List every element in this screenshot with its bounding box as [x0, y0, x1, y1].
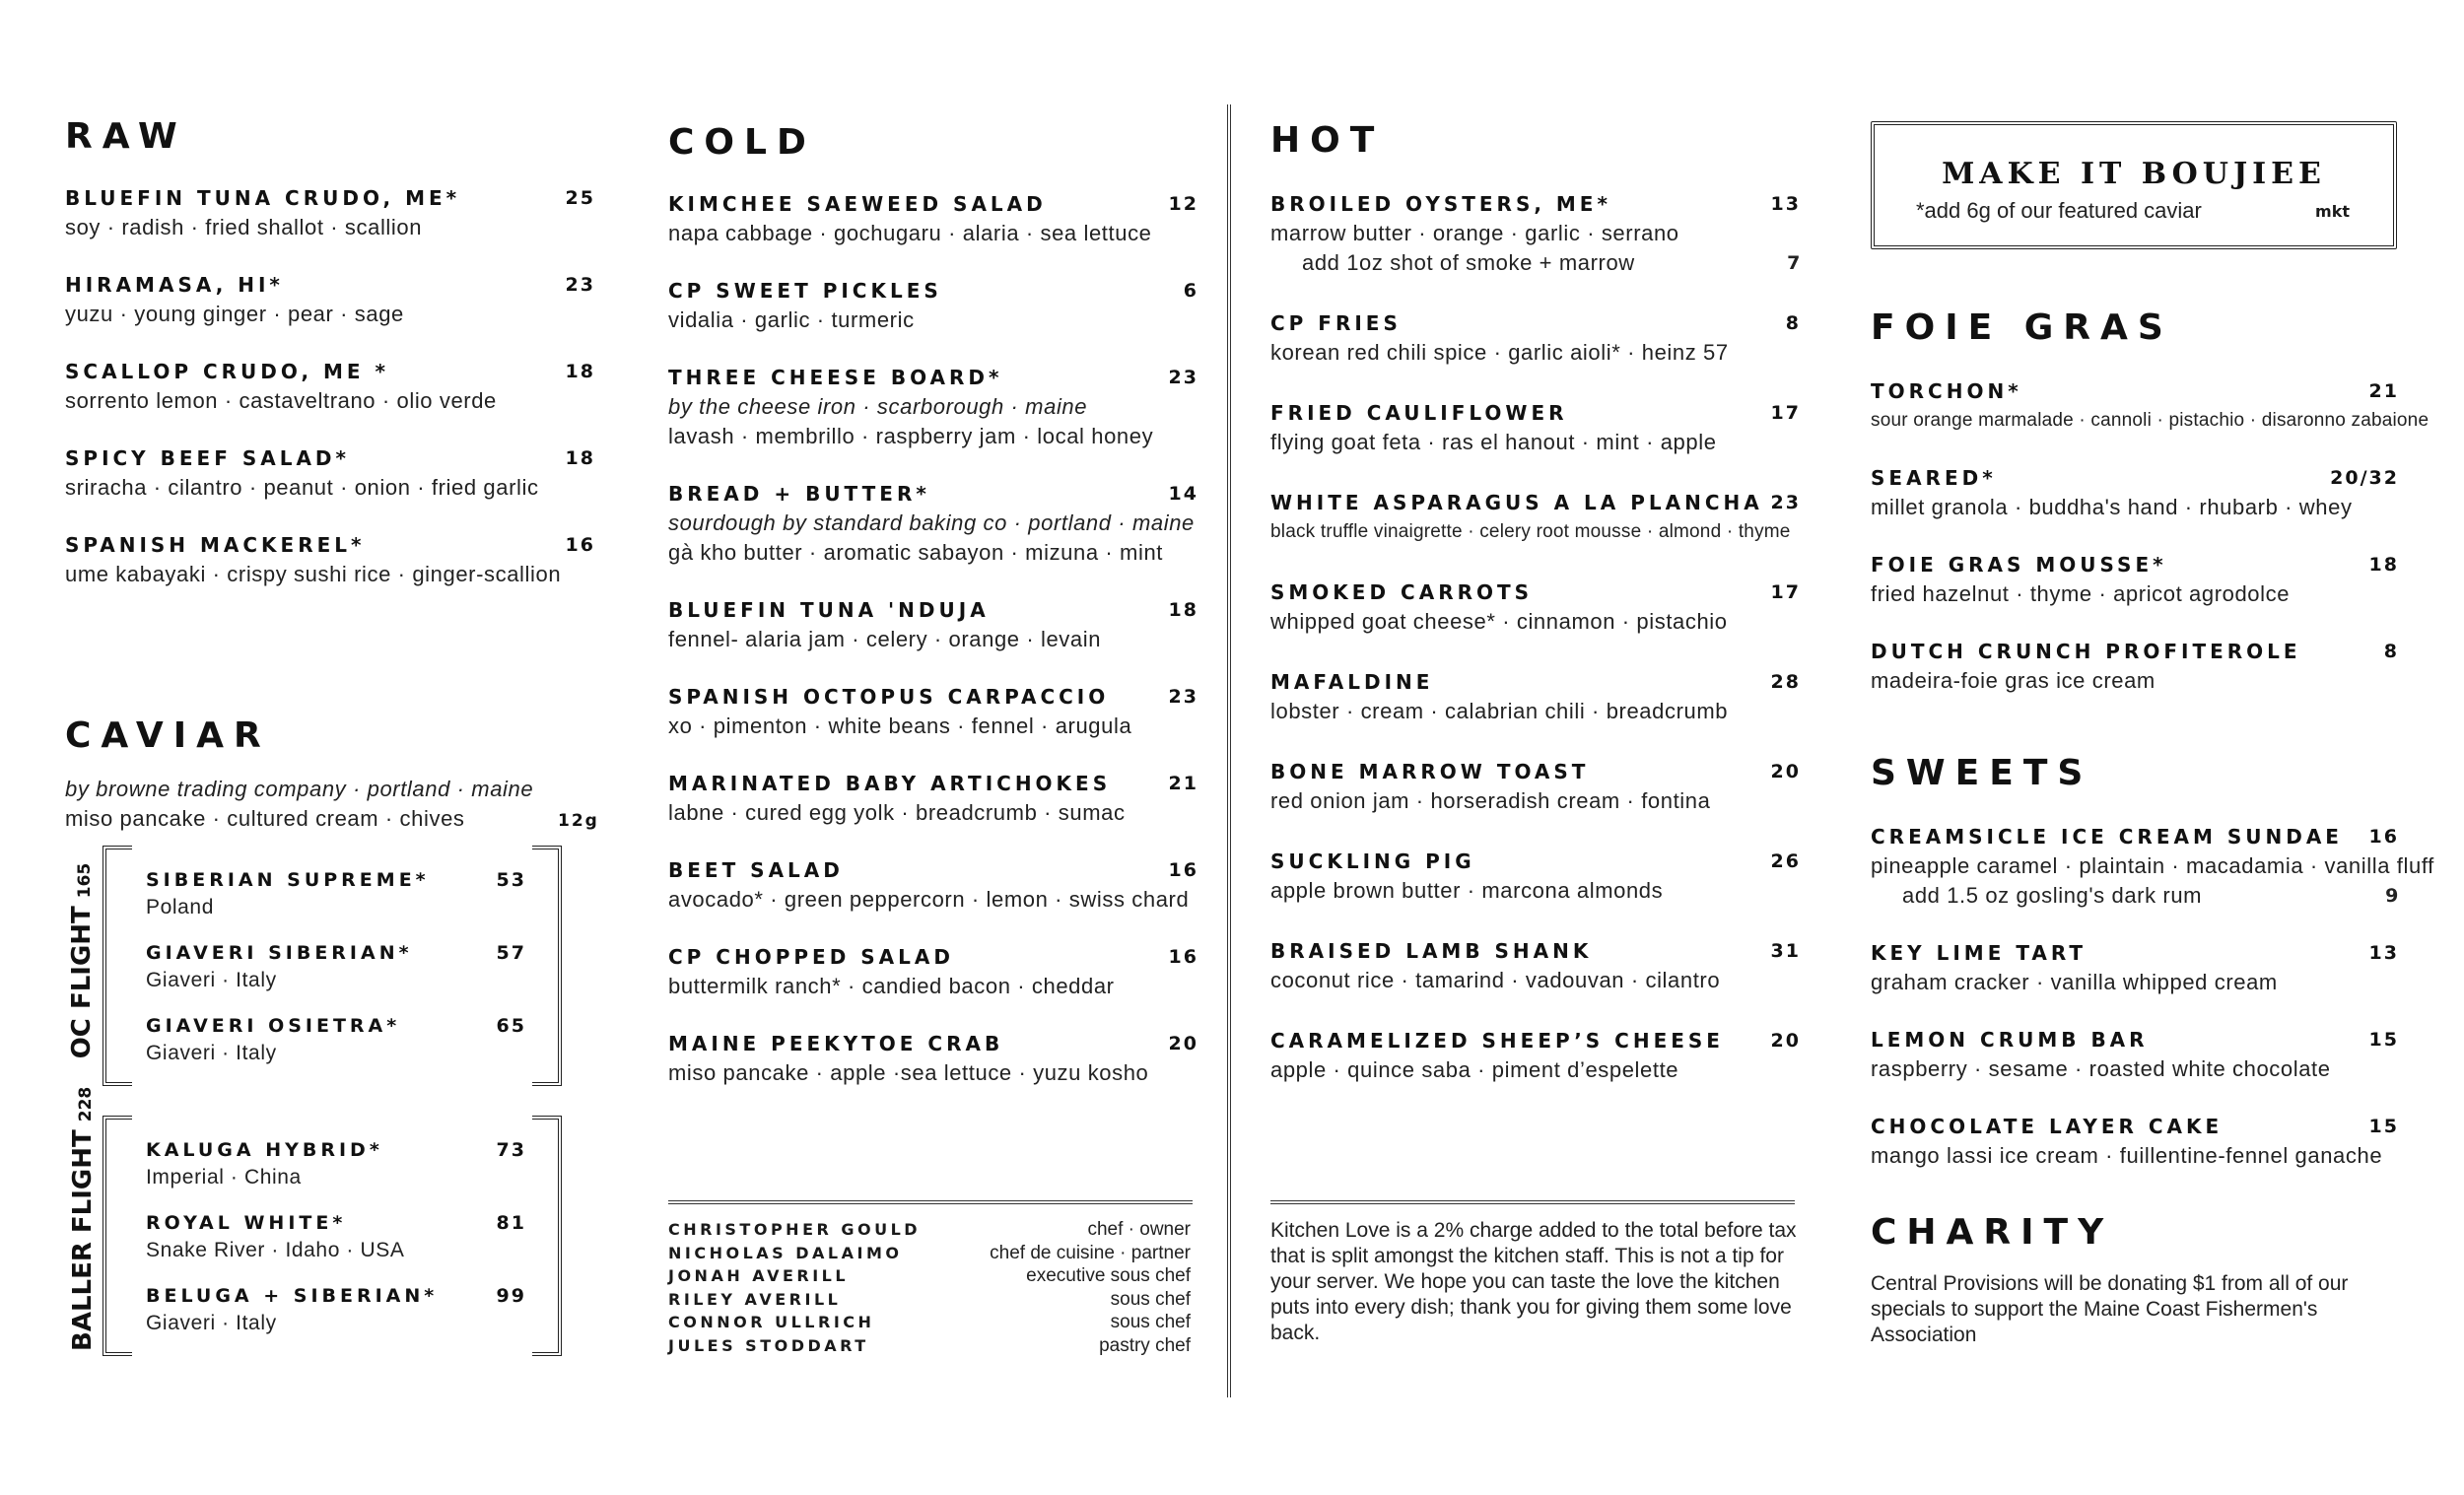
caviar-item-origin: Giaveri · Italy	[146, 1042, 277, 1064]
menu-item	[668, 855, 1198, 915]
caviar-item	[146, 1135, 526, 1190]
menu-item	[1871, 376, 2430, 436]
menu-item-name: SPICY BEEF SALAD*	[65, 446, 350, 470]
menu-item	[668, 769, 1198, 828]
menu-item-name: FRIED CAULIFLOWER	[1270, 401, 1568, 425]
caviar-item-price: 53	[496, 869, 526, 891]
baller-flight	[103, 1116, 562, 1356]
menu-item-name: BRAISED LAMB SHANK	[1270, 939, 1593, 963]
menu-item-name: KIMCHEE SAEWEED SALAD	[668, 192, 1047, 216]
flight-bracket-left	[103, 846, 132, 1086]
menu-item	[1871, 822, 2434, 911]
addon-price: 9	[2385, 885, 2399, 907]
menu-item-name: TORCHON*	[1871, 379, 2022, 403]
menu-item-description: whipped goat cheese* · cinnamon · pistachio	[1270, 609, 1728, 634]
menu-item-price: 20	[1168, 1033, 1198, 1054]
menu-item-name: SUCKLING PIG	[1270, 849, 1475, 873]
menu-item-name: SPANISH MACKEREL*	[65, 533, 366, 557]
menu-item-description: sriracha · cilantro · peanut · onion · fried garlic	[65, 475, 539, 500]
staff-name: JULES STODDART	[668, 1335, 869, 1355]
menu-item-description: fried hazelnut · thyme · apricot agrodolce	[1871, 581, 2291, 606]
menu-item-description: yuzu · young ginger · pear · sage	[65, 302, 404, 326]
caviar-item-price: 99	[496, 1285, 526, 1307]
staff-row	[668, 1288, 1191, 1312]
menu-item	[1871, 637, 2399, 696]
menu-item-description: vidalia · garlic · turmeric	[668, 307, 915, 332]
menu-item-name: THREE CHEESE BOARD*	[668, 366, 1003, 389]
menu-item-name: WHITE ASPARAGUS A LA PLANCHA	[1270, 491, 1763, 514]
menu-item-description: black truffle vinaigrette · celery root mousse · almond · thyme	[1270, 521, 1791, 542]
kitchen-love-note: Kitchen Love is a 2% charge added to the total before tax that is split amongst the kitchen staff. This is not a tip for your server. We hope you can taste the love the kitchen puts into every dish; thank you for giving them some love back.	[1270, 1219, 1797, 1344]
staff-row	[668, 1242, 1191, 1265]
caviar-item-name: KALUGA HYBRID*	[146, 1139, 383, 1161]
menu-item	[1270, 1026, 1801, 1085]
menu-item-addon	[1270, 248, 1801, 278]
menu-item-price: 28	[1770, 671, 1801, 693]
baller-flight-label	[68, 1086, 98, 1351]
menu-item	[1871, 1025, 2399, 1084]
menu-item-price: 14	[1168, 483, 1198, 505]
cold-title: COLD	[668, 122, 816, 163]
staff-row	[668, 1311, 1191, 1334]
oc-flight-price: 165	[75, 862, 95, 899]
menu-item-description: pineapple caramel · plaintain · macadamia · vanilla fluff	[1871, 853, 2434, 878]
oc-flight-label	[67, 849, 97, 1072]
menu-item	[65, 357, 595, 416]
raw-title: RAW	[65, 116, 187, 157]
menu-item-description: buttermilk ranch* · candied bacon · cheddar	[668, 974, 1115, 998]
menu-item-name: CP FRIES	[1270, 311, 1402, 335]
menu-item-description: apple brown butter · marcona almonds	[1270, 878, 1664, 903]
menu-item-price: 23	[1168, 686, 1198, 708]
menu-item	[668, 363, 1198, 451]
menu-item-price: 26	[1770, 850, 1801, 872]
staff-list	[668, 1218, 1191, 1357]
caviar-size: 12g	[558, 811, 599, 831]
menu-item-price: 13	[1770, 193, 1801, 215]
menu-item-price: 12	[1168, 193, 1198, 215]
caviar-item-name: GIAVERI SIBERIAN*	[146, 942, 413, 964]
menu-item-name: BLUEFIN TUNA CRUDO, ME*	[65, 186, 461, 210]
menu-item-name: FOIE GRAS MOUSSE*	[1871, 553, 2167, 577]
menu-item	[1871, 938, 2399, 997]
flight-bracket-right	[532, 1116, 562, 1356]
menu-item-description: sorrento lemon · castaveltrano · olio verde	[65, 388, 497, 413]
menu-item-name: MARINATED BABY ARTICHOKES	[668, 772, 1112, 795]
menu-item-name: HIRAMASA, HI*	[65, 273, 284, 297]
menu-item-price: 17	[1770, 581, 1801, 603]
caviar-item-name: GIAVERI OSIETRA*	[146, 1015, 401, 1037]
staff-name: CHRISTOPHER GOULD	[668, 1220, 922, 1239]
menu-item	[1270, 757, 1801, 816]
make-it-boujiee-box	[1871, 121, 2397, 249]
menu-item-addon	[1871, 881, 2399, 911]
menu-item-description: raspberry · sesame · roasted white chocolate	[1871, 1056, 2331, 1081]
menu-item-name: BREAD + BUTTER*	[668, 482, 930, 506]
menu-item-price: 15	[2368, 1116, 2399, 1137]
caviar-item-price: 65	[496, 1015, 526, 1037]
menu-item-name: CP CHOPPED SALAD	[668, 945, 954, 969]
menu-item-price: 16	[2368, 826, 2399, 848]
menu-item-price: 15	[2368, 1029, 2399, 1051]
menu-item	[65, 183, 595, 242]
menu-item-description: madeira-foie gras ice cream	[1871, 668, 2156, 693]
flight-bracket-left	[103, 1116, 132, 1356]
caviar-item-price: 81	[496, 1212, 526, 1234]
caviar-item-name: SIBERIAN SUPREME*	[146, 869, 430, 891]
caviar-item-name: ROYAL WHITE*	[146, 1212, 347, 1234]
staff-name: RILEY AVERILL	[668, 1289, 842, 1309]
menu-item-name: CP SWEET PICKLES	[668, 279, 942, 303]
menu-item	[1270, 936, 1801, 995]
menu-item	[65, 270, 595, 329]
menu-item-name: SEARED*	[1871, 466, 1997, 490]
menu-item	[1270, 398, 1801, 457]
menu-item-name: DUTCH CRUNCH PROFITEROLE	[1871, 640, 2301, 663]
sweets-title: SWEETS	[1871, 753, 2093, 793]
menu-item-description: lavash · membrillo · raspberry jam · local honey	[668, 424, 1154, 448]
menu-item-name: SMOKED CARROTS	[1270, 580, 1534, 604]
menu-item	[65, 530, 595, 589]
menu-item-name: BEET SALAD	[668, 858, 844, 882]
menu-item	[1270, 578, 1801, 637]
menu-item-name: CHOCOLATE LAYER CAKE	[1871, 1115, 2224, 1138]
caviar-item-price: 57	[496, 942, 526, 964]
menu-item-description: mango lassi ice cream · fuillentine-fennel ganache	[1871, 1143, 2383, 1168]
menu-item-name: SPANISH OCTOPUS CARPACCIO	[668, 685, 1110, 709]
baller-flight-name: BALLER FLIGHT	[68, 1129, 98, 1351]
menu-item-price: 16	[565, 534, 595, 556]
menu-item-description: labne · cured egg yolk · breadcrumb · sumac	[668, 800, 1126, 825]
menu-item-name: CREAMSICLE ICE CREAM SUNDAE	[1871, 825, 2343, 849]
caviar-item	[146, 938, 526, 993]
addon-price: 7	[1787, 252, 1801, 274]
menu-item-price: 25	[565, 187, 595, 209]
staff-name: CONNOR ULLRICH	[668, 1313, 875, 1331]
menu-item-subtitle: sourdough by standard baking co · portland · maine	[668, 510, 1195, 535]
boujiee-note: *add 6g of our featured caviar	[1916, 198, 2202, 223]
menu-item-price: 20	[1770, 761, 1801, 782]
menu-item-name: BROILED OYSTERS, ME*	[1270, 192, 1611, 216]
menu-item-description: ume kabayaki · crispy sushi rice · ginger-scallion	[65, 562, 562, 586]
caviar-item-origin: Imperial · China	[146, 1166, 302, 1189]
caviar-accompaniment: miso pancake · cultured cream · chives	[65, 806, 465, 831]
menu-item-price: 8	[2383, 641, 2399, 662]
staff-role: pastry chef	[1099, 1334, 1191, 1356]
charity-title: CHARITY	[1871, 1212, 2114, 1253]
menu-item	[1270, 488, 1801, 547]
menu-item-name: KEY LIME TART	[1871, 941, 2088, 965]
menu-item-description: korean red chili spice · garlic aioli* · heinz 57	[1270, 340, 1729, 365]
flight-bracket-right	[532, 846, 562, 1086]
caviar-item	[146, 1281, 526, 1336]
menu-item-name: BONE MARROW TOAST	[1270, 760, 1590, 783]
menu-item-description: coconut rice · tamarind · vadouvan · cilantro	[1270, 968, 1721, 992]
menu-item	[668, 479, 1198, 568]
foie-gras-title: FOIE GRAS	[1871, 307, 2173, 348]
staff-role: chef de cuisine · partner	[990, 1242, 1191, 1263]
oc-flight	[103, 846, 562, 1086]
caviar-item-origin: Poland	[146, 896, 214, 918]
caviar-title: CAVIAR	[65, 715, 271, 756]
boujiee-price: mkt	[2315, 202, 2350, 221]
staff-role: chef · owner	[1087, 1219, 1191, 1240]
caviar-item	[146, 1208, 526, 1263]
menu-item	[668, 276, 1198, 335]
addon-text: add 1oz shot of smoke + marrow	[1302, 250, 1635, 275]
menu-item-name: MAINE PEEKYTOE CRAB	[668, 1032, 1004, 1055]
menu-item	[65, 443, 595, 503]
menu-item-price: 18	[565, 447, 595, 469]
menu-item	[668, 682, 1198, 741]
caviar-item-price: 73	[496, 1139, 526, 1161]
menu-item-price: 18	[565, 361, 595, 382]
menu-item	[668, 189, 1198, 248]
caviar-item	[146, 1011, 526, 1066]
oc-flight-name: OC FLIGHT	[67, 906, 97, 1059]
staff-divider	[668, 1200, 1193, 1204]
menu-item-description: flying goat feta · ras el hanout · mint · apple	[1270, 430, 1717, 454]
charity-text: Central Provisions will be donating $1 from all of our specials to support the Maine Coast Fishermen's Association	[1871, 1272, 2349, 1346]
staff-row	[668, 1264, 1191, 1288]
menu-item-price: 18	[1168, 599, 1198, 621]
menu-item	[1270, 308, 1801, 368]
addon-text: add 1.5 oz gosling's dark rum	[1902, 883, 2203, 908]
menu-item-price: 20/32	[2330, 467, 2399, 489]
column-divider	[1227, 104, 1231, 1397]
menu-item-price: 6	[1183, 280, 1198, 302]
menu-item	[668, 595, 1198, 654]
menu-item-description: millet granola · buddha's hand · rhubarb · whey	[1871, 495, 2353, 519]
hot-title: HOT	[1270, 120, 1385, 161]
menu-item-description: lobster · cream · calabrian chili · breadcrumb	[1270, 699, 1729, 723]
menu-item-description: avocado* · green peppercorn · lemon · swiss chard	[668, 887, 1190, 912]
menu-item-price: 8	[1785, 312, 1801, 334]
menu-item-price: 16	[1168, 859, 1198, 881]
menu-item	[668, 1029, 1198, 1088]
staff-role: executive sous chef	[1026, 1265, 1191, 1286]
kitchen-love-divider	[1270, 1200, 1795, 1204]
staff-name: JONAH AVERILL	[668, 1266, 850, 1285]
baller-flight-price: 228	[76, 1086, 96, 1122]
menu-item	[1871, 463, 2399, 522]
menu-item-price: 16	[1168, 946, 1198, 968]
menu-item-description: marrow butter · orange · garlic · serrano	[1270, 221, 1679, 245]
menu-item-description: xo · pimenton · white beans · fennel · arugula	[668, 714, 1132, 738]
menu-item-price: 17	[1770, 402, 1801, 424]
menu-item-price: 23	[1168, 367, 1198, 388]
boujiee-title: MAKE IT BOUJIEE	[1942, 157, 2326, 191]
menu-item-name: BLUEFIN TUNA 'NDUJA	[668, 598, 990, 622]
menu-item-name: LEMON CRUMB BAR	[1871, 1028, 2149, 1052]
menu-item	[1270, 189, 1801, 278]
menu-item-description: graham cracker · vanilla whipped cream	[1871, 970, 2278, 994]
caviar-item-origin: Snake River · Idaho · USA	[146, 1239, 405, 1261]
staff-role: sous chef	[1110, 1312, 1191, 1332]
caviar-item-name: BELUGA + SIBERIAN*	[146, 1285, 439, 1307]
menu-item-price: 23	[565, 274, 595, 296]
staff-row	[668, 1218, 1191, 1242]
menu-item	[1871, 550, 2399, 609]
menu-item-description: fennel- alaria jam · celery · orange · levain	[668, 627, 1102, 651]
caviar-source: by browne trading company · portland · maine	[65, 777, 534, 801]
menu-item-description: miso pancake · apple ·sea lettuce · yuzu kosho	[668, 1060, 1149, 1085]
menu-item-price: 23	[1770, 492, 1801, 513]
caviar-item-origin: Giaveri · Italy	[146, 1312, 277, 1334]
menu-item-subtitle: by the cheese iron · scarborough · maine	[668, 394, 1088, 419]
menu-item-description: soy · radish · fried shallot · scallion	[65, 215, 423, 239]
menu-item-name: SCALLOP CRUDO, ME *	[65, 360, 389, 383]
menu-item-description: apple · quince saba · piment d’espelette	[1270, 1057, 1679, 1082]
menu-item-price: 20	[1770, 1030, 1801, 1052]
menu-item-description: gà kho butter · aromatic sabayon · mizuna · mint	[668, 540, 1164, 565]
staff-row	[668, 1334, 1191, 1358]
menu-item-price: 21	[1168, 773, 1198, 794]
menu-item-description: sour orange marmalade · cannoli · pistachio · disaronno zabaione	[1871, 410, 2430, 431]
menu-item-price: 31	[1770, 940, 1801, 962]
caviar-item	[146, 865, 526, 920]
staff-name: NICHOLAS DALAIMO	[668, 1243, 903, 1262]
menu-item-name: MAFALDINE	[1270, 670, 1434, 694]
menu-item	[668, 942, 1198, 1001]
caviar-item-origin: Giaveri · Italy	[146, 969, 277, 991]
menu-item	[1871, 1112, 2399, 1171]
menu-item-price: 18	[2368, 554, 2399, 576]
menu-item-description: napa cabbage · gochugaru · alaria · sea lettuce	[668, 221, 1152, 245]
menu-item-description: red onion jam · horseradish cream · fontina	[1270, 788, 1711, 813]
menu-item-price: 13	[2368, 942, 2399, 964]
menu-item-name: CARAMELIZED SHEEP’S CHEESE	[1270, 1029, 1724, 1053]
menu-item-price: 21	[2368, 380, 2399, 402]
menu-item	[1270, 847, 1801, 906]
staff-role: sous chef	[1110, 1288, 1191, 1310]
menu-item	[1270, 667, 1801, 726]
